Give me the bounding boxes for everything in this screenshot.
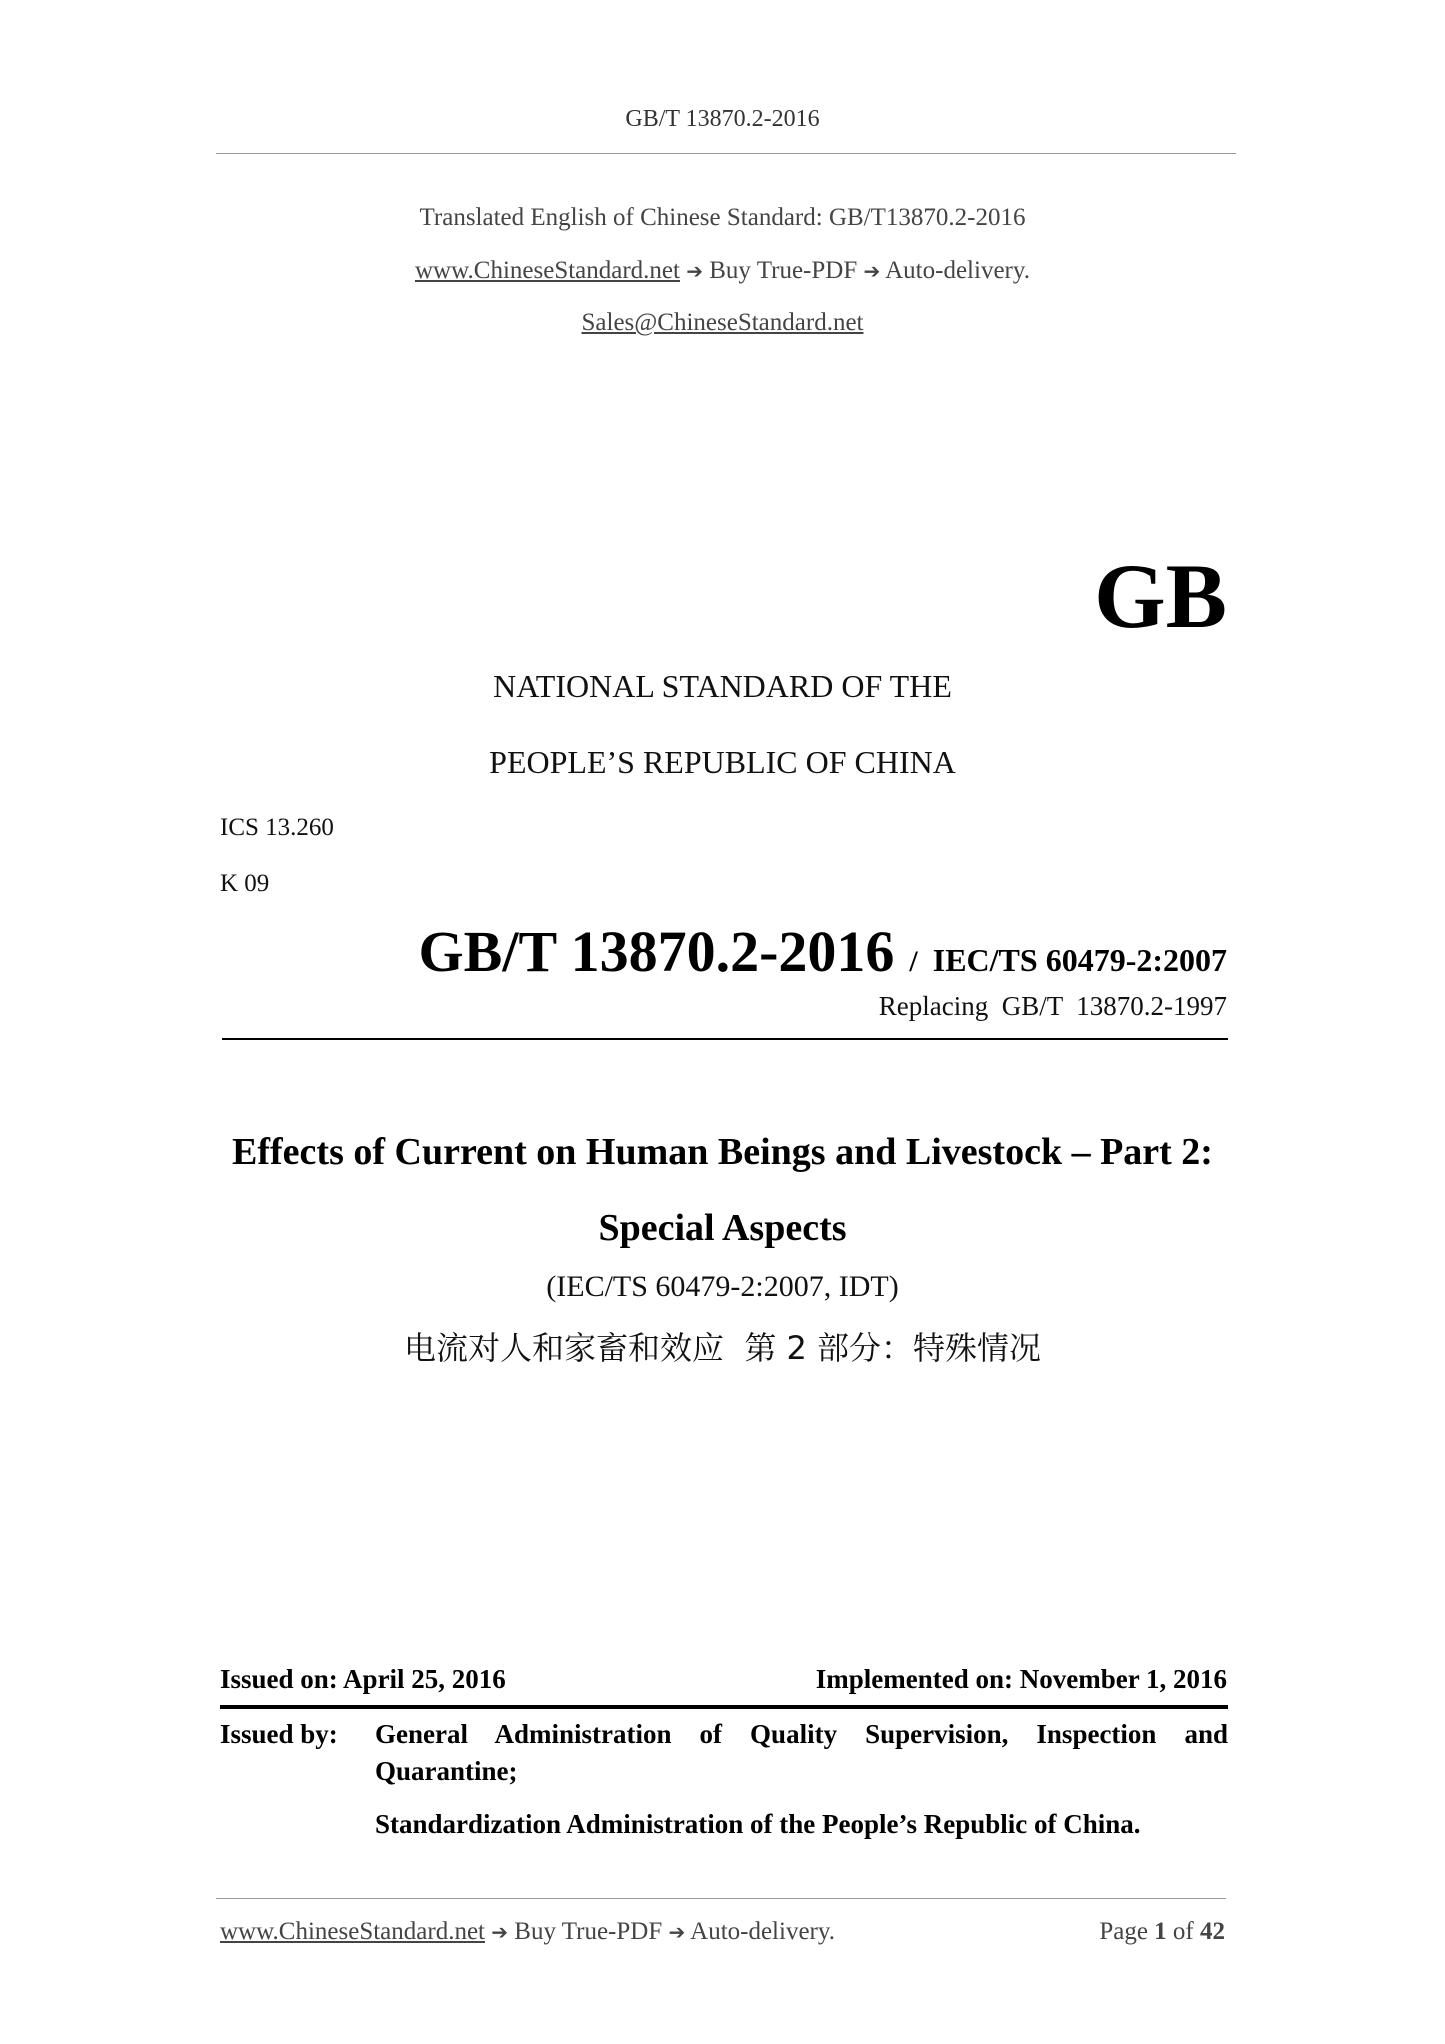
footer-divider	[216, 1898, 1226, 1899]
arrow-right-icon: ➔	[863, 259, 881, 283]
header-divider	[216, 153, 1236, 154]
running-header: GB/T 13870.2-2016	[625, 106, 820, 132]
page-indicator	[1099, 1918, 1225, 1946]
site-link[interactable]: www.ChineseStandard.net	[414, 257, 680, 284]
issued-on-date: Issued on: April 25, 2016	[220, 1664, 506, 1694]
page-number: 1	[1154, 1918, 1167, 1945]
arrow-right-icon: ➔	[491, 1920, 509, 1944]
translation-notice: Translated English of Chinese Standard: GB/T13870.2-2016	[419, 204, 1026, 231]
page-label: Page	[1099, 1918, 1148, 1945]
issue-divider	[220, 1705, 1228, 1709]
issued-by-label: Issued by:	[220, 1719, 338, 1749]
arrow-right-icon: ➔	[668, 1920, 686, 1944]
implemented-on-date: Implemented on: November 1, 2016	[815, 1664, 1227, 1694]
promo-line	[0, 257, 1445, 285]
arrow-right-icon: ➔	[686, 259, 703, 283]
email-link[interactable]: Sales@ChineseStandard.net	[581, 309, 864, 336]
issuer-line-1: General Administration of Quality Supervision, Inspection and	[375, 1719, 1228, 1749]
classification-code: K 09	[220, 870, 270, 897]
footer-delivery-text: Auto-delivery.	[690, 1918, 836, 1945]
replacing-note: Replacing GB/T 13870.2-1997	[878, 991, 1227, 1021]
issuer-line-3: Standardization Administration of the People’s Republic of China.	[375, 1809, 1141, 1839]
iec-number: IEC/TS 60479-2:2007	[932, 942, 1227, 978]
footer-buy-text: Buy True-PDF	[514, 1918, 663, 1945]
ics-code: ICS 13.260	[220, 814, 334, 841]
email-line	[0, 309, 1445, 337]
auto-delivery-text: Auto-delivery.	[885, 257, 1030, 284]
footer-promo	[220, 1918, 835, 1946]
title-divider	[222, 1038, 1228, 1040]
footer-site-link[interactable]: www.ChineseStandard.net	[220, 1918, 485, 1945]
gb-logo-mark: GB	[1094, 545, 1227, 647]
document-title-line-2: Special Aspects	[598, 1207, 847, 1249]
issuer-line-2: Quarantine;	[375, 1756, 518, 1786]
of-label: of	[1172, 1918, 1194, 1945]
standard-number-line	[419, 918, 1227, 985]
equivalence-note: (IEC/TS 60479-2:2007, IDT)	[546, 1270, 899, 1303]
national-standard-line-2: PEOPLE’S REPUBLIC OF CHINA	[489, 744, 956, 780]
document-title-line-1: Effects of Current on Human Beings and Livestock – Part 2:	[232, 1131, 1213, 1173]
buy-pdf-text: Buy True-PDF	[709, 257, 858, 284]
national-standard-line-1: NATIONAL STANDARD OF THE	[493, 668, 952, 704]
chinese-title: 电流对人和家畜和效应 第 2 部分：特殊情况	[403, 1329, 1042, 1367]
standard-number: GB/T 13870.2-2016	[418, 919, 895, 984]
page-total: 42	[1200, 1918, 1225, 1945]
number-separator: /	[894, 945, 933, 978]
